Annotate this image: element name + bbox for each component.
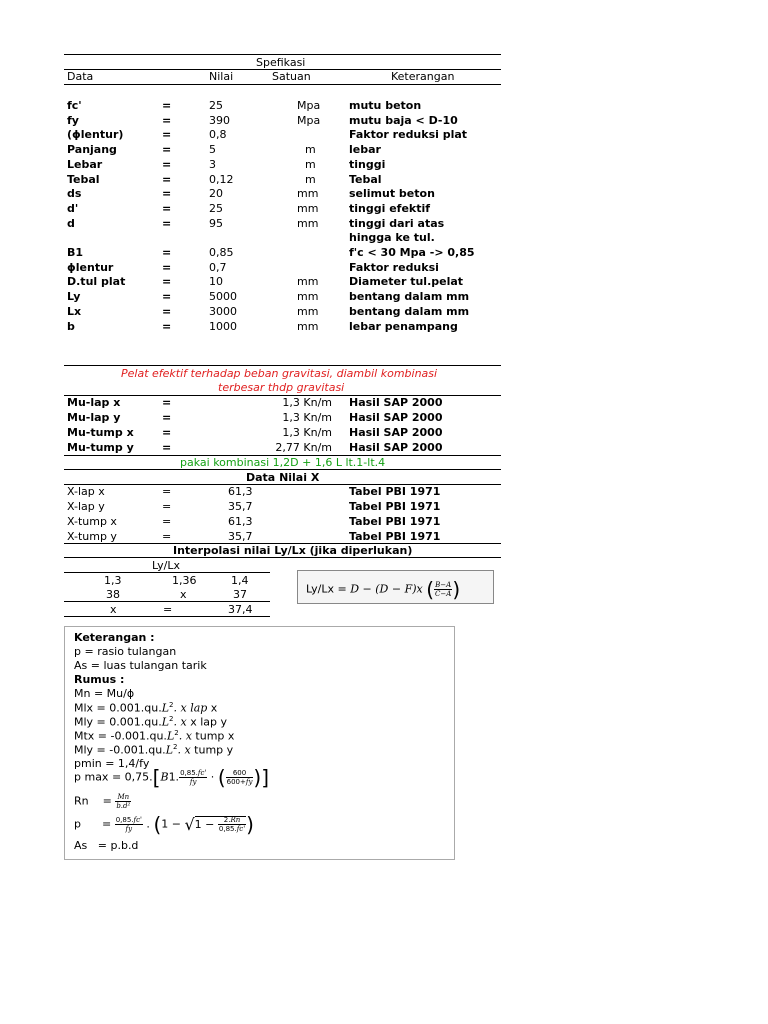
spec-row-unit: mm: [297, 290, 319, 304]
spec-row-note: selimut beton: [349, 187, 435, 201]
ket-mty: Mly = $-0.001.qu.L^2$. x tump y: [74, 743, 234, 757]
moment-row-value: 1,3 Kn/m: [282, 426, 332, 439]
ket-mn: Mn = Mu/ϕ: [74, 687, 135, 700]
formula-d: D: [350, 582, 360, 596]
spec-top-rule: [64, 54, 501, 55]
ket-pmax: p max = 0,75.[B1. $\frac{0,85.fc'}{fy}$ · ( $\frac{600}{600+fy}$ )]: [74, 765, 270, 790]
spec-row-eq: =: [162, 187, 172, 201]
spec-row-name: d: [67, 216, 75, 230]
moment-row-eq: =: [162, 441, 172, 454]
moment-row-name: Mu-tump x: [67, 426, 134, 439]
moment-row-note: Hasil SAP 2000: [349, 396, 443, 409]
formula-d2: D: [379, 582, 389, 596]
spec-row-value: 0,7: [209, 260, 227, 274]
spec-row-value: 1000: [209, 319, 237, 333]
moment-row-eq: =: [162, 396, 172, 409]
spec-row-eq: =: [162, 290, 172, 304]
combo-bottom-rule: [64, 469, 501, 470]
interp-r1c3: 1,4: [231, 574, 249, 587]
spec-header-nilai: Nilai: [209, 70, 234, 83]
spec-row-eq: =: [162, 319, 172, 333]
formula-a: A: [446, 581, 452, 589]
spec-row-note: Faktor reduksi: [349, 260, 439, 274]
spec-row-name: fy: [67, 113, 79, 127]
spec-row-value: 0,85: [209, 246, 234, 259]
formula-a2: A: [446, 590, 452, 598]
x-row-eq: =: [162, 530, 172, 543]
spec-row-name: Panjang: [67, 143, 117, 157]
p-label: p: [74, 817, 81, 831]
spec-row-eq: =: [162, 143, 172, 157]
spec-row-eq: =: [162, 128, 172, 142]
spec-row-note: lebar penampang: [349, 319, 458, 333]
moment-row-name: Mu-lap x: [67, 396, 121, 409]
spec-title: Spefikasi: [256, 56, 306, 69]
x-row-value: 61,3: [228, 515, 253, 528]
interp-r1c2: 1,36: [172, 574, 197, 587]
x-row-note: Tabel PBI 1971: [349, 530, 441, 543]
spec-row-eq: =: [162, 260, 172, 274]
moment-row-eq: =: [162, 411, 172, 424]
ket-rn: Rn = $\frac{Mn}{\text{b.d²}}$: [74, 793, 131, 810]
x-row-note: Tabel PBI 1971: [349, 485, 441, 498]
x-row-eq: =: [162, 485, 172, 498]
spec-header-data: Data: [67, 70, 94, 83]
ket-p: p = $\frac{0,85.fc'}{fy}$ . (1 − √1 − $\frac{2.Rn}{0,85.fc'}$ ): [74, 812, 254, 837]
ket-p-def: p = rasio tulangan: [74, 645, 177, 658]
spec-row-name: B1: [67, 246, 84, 259]
spec-row-value: 0,12: [209, 172, 234, 186]
mtx-pre: Mtx = -0.001.qu.: [74, 729, 167, 743]
spec-row-value: 25: [209, 201, 223, 215]
interp-r3c3: 37,4: [228, 603, 253, 616]
x-row-name: X-lap x: [67, 485, 105, 498]
x-row-eq: =: [162, 500, 172, 513]
spec-row-name: d': [67, 201, 79, 215]
interp-r2c3: 37: [233, 588, 247, 601]
combo-text: pakai kombinasi 1,2D + 1,6 L lt.1-lt.4: [180, 456, 386, 469]
ket-mly: Mly = $0.001.qu.L^2$. x x lap y: [74, 715, 227, 729]
ket-as-def: As = luas tulangan tarik: [74, 659, 207, 672]
formula-b: B: [435, 581, 441, 589]
spec-row-name: b: [67, 319, 75, 333]
ket-mlx: Mlx = $0.001.qu.L^2$. x lap x: [74, 701, 218, 715]
spec-header-satuan: Satuan: [272, 70, 311, 83]
x-row-name: X-lap y: [67, 500, 105, 513]
as-label: As: [74, 839, 88, 852]
spec-row-name: ds: [67, 187, 82, 201]
spec-row-eq: =: [162, 113, 172, 127]
spec-row-eq: =: [162, 275, 172, 289]
moment-row-value: 2,77 Kn/m: [275, 441, 332, 454]
interp-header-rule: [64, 572, 270, 573]
spec-row-note: hingga ke tul.: [349, 231, 435, 245]
interp-r3c1: x: [110, 603, 117, 616]
moment-row-eq: =: [162, 426, 172, 439]
spec-row-eq: =: [162, 99, 172, 112]
moment-row-value: 1,3 Kn/m: [282, 396, 332, 409]
spec-row-eq: =: [162, 304, 172, 318]
mly-post: x lap y: [190, 715, 227, 729]
ket-mtx: Mtx = $-0.001.qu.L^2$. x tump x: [74, 729, 235, 743]
spec-header-keterangan: Keterangan: [391, 70, 455, 83]
moment-row-name: Mu-lap y: [67, 411, 121, 424]
moment-row-note: Hasil SAP 2000: [349, 441, 443, 454]
spec-row-unit: m: [305, 172, 316, 186]
x-row-note: Tabel PBI 1971: [349, 515, 441, 528]
x-row-value: 35,7: [228, 530, 253, 543]
spec-row-unit: mm: [297, 275, 319, 289]
moment-row-note: Hasil SAP 2000: [349, 411, 443, 424]
formula-prefix: Ly/Lx =: [306, 582, 351, 596]
spec-row-eq: =: [162, 246, 172, 259]
x-row-value: 61,3: [228, 485, 253, 498]
x-row-eq: =: [162, 515, 172, 528]
spec-row-name: Lebar: [67, 157, 103, 171]
spec-row-note: tinggi dari atas: [349, 216, 445, 230]
spec-row-name: (ϕlentur): [67, 128, 124, 142]
mlx-pre: Mlx = 0.001.qu.: [74, 701, 162, 715]
spec-row-value: 5000: [209, 290, 237, 304]
spec-row-note: bentang dalam mm: [349, 304, 470, 318]
spec-row-eq: =: [162, 216, 172, 230]
interp-bottom-rule: [64, 616, 270, 617]
spec-row-note: tinggi: [349, 157, 386, 171]
ket-pmin: pmin = 1,4/fy: [74, 757, 150, 770]
spec-row-value: 3000: [209, 304, 237, 318]
interp-r2c2: x: [180, 588, 187, 601]
as-val: = p.b.d: [97, 839, 139, 852]
spec-row-note: f'c < 30 Mpa -> 0,85: [349, 246, 475, 259]
interp-r1c1: 1,3: [104, 574, 122, 587]
spec-row-unit: mm: [297, 187, 319, 201]
spec-row-unit: mm: [297, 319, 319, 333]
spec-row-unit: Mpa: [297, 99, 321, 112]
interp-title: Interpolasi nilai Ly/Lx (jika diperlukan): [173, 544, 413, 557]
spec-row-name: fc': [67, 99, 82, 112]
spec-row-unit: mm: [297, 304, 319, 318]
spec-row-value: 95: [209, 216, 223, 230]
spec-header-rule: [64, 84, 501, 85]
mty-pre: Mly = -0.001.qu.: [74, 743, 166, 757]
x-row-note: Tabel PBI 1971: [349, 500, 441, 513]
x-row-value: 35,7: [228, 500, 253, 513]
interp-header: Ly/Lx: [152, 559, 180, 572]
x-row-name: X-tump x: [67, 515, 117, 528]
formula-c: C: [435, 590, 441, 598]
moment-title-line1: Pelat efektif terhadap beban gravitasi, diambil kombinasi: [121, 367, 438, 380]
moment-row-name: Mu-tump y: [67, 441, 134, 454]
spec-row-value: 3: [209, 157, 216, 171]
spec-row-name: Lx: [67, 304, 82, 318]
interp-r3c2: =: [163, 603, 173, 616]
spec-row-unit: mm: [297, 216, 319, 230]
spec-row-note: Faktor reduksi plat: [349, 128, 468, 142]
spec-row-unit: Mpa: [297, 113, 321, 127]
spec-row-name: Tebal: [67, 172, 100, 186]
spec-row-value: 5: [209, 143, 216, 157]
spec-row-eq: =: [162, 157, 172, 171]
ket-title: Keterangan :: [74, 631, 155, 644]
ket-rumus: Rumus :: [74, 673, 125, 686]
spec-row-value: 390: [209, 113, 230, 127]
spec-row-note: mutu beton: [349, 99, 422, 112]
ket-as: [74, 839, 138, 852]
formula-f: F: [404, 582, 413, 596]
spec-row-value: 0,8: [209, 128, 227, 142]
spec-row-unit: mm: [297, 201, 319, 215]
spec-row-note: bentang dalam mm: [349, 290, 470, 304]
spec-row-name: D.tul plat: [67, 275, 126, 289]
spec-row-unit: m: [305, 143, 316, 157]
rn-label: Rn: [74, 794, 89, 808]
spec-row-note: tinggi efektif: [349, 201, 431, 215]
spec-row-note: Tebal: [349, 172, 382, 186]
spec-row-eq: =: [162, 172, 172, 186]
moment-top-rule: [64, 365, 501, 366]
spec-row-note: lebar: [349, 143, 381, 157]
pmax-pre: p max = 0,75.: [74, 770, 153, 784]
spec-row-value: 20: [209, 187, 223, 201]
x-data-title: Data Nilai X: [246, 471, 320, 484]
spec-row-name: Ly: [67, 290, 81, 304]
keterangan-box: [64, 626, 455, 860]
mly-pre: Mly = 0.001.qu.: [74, 715, 162, 729]
formula-x: x: [416, 582, 423, 596]
spec-row-value: 25: [209, 99, 223, 112]
spec-row-note: mutu baja < D-10: [349, 113, 458, 127]
interp-title-rule: [64, 557, 501, 558]
interp-formula-box: Ly/Lx = D − (D − F)x ( $\frac{B-A}{C-A}$ ): [297, 570, 494, 604]
spec-row-unit: m: [305, 157, 316, 171]
spec-row-name: ϕlentur: [67, 260, 114, 274]
interp-r2c1: 38: [106, 588, 120, 601]
moment-row-note: Hasil SAP 2000: [349, 426, 443, 439]
moment-title-line2: terbesar thdp gravitasi: [218, 381, 345, 394]
moment-row-value: 1,3 Kn/m: [282, 411, 332, 424]
interp-row2-rule: [64, 601, 270, 602]
spec-row-eq: =: [162, 201, 172, 215]
x-row-name: X-tump y: [67, 530, 117, 543]
spec-row-note: Diameter tul.pelat: [349, 275, 464, 289]
spec-row-value: 10: [209, 275, 223, 289]
